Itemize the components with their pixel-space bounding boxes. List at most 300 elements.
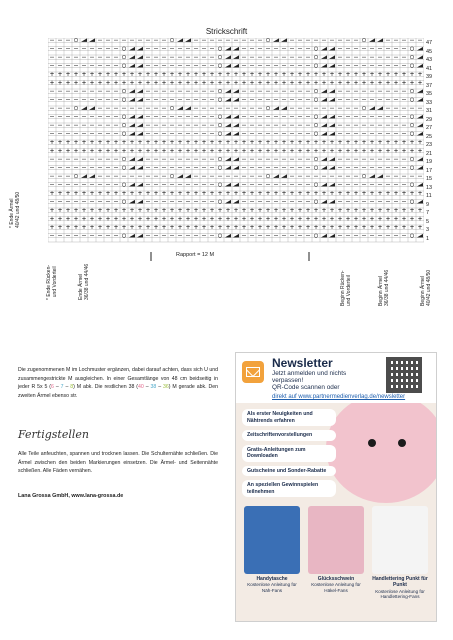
svg-text:+: +	[49, 190, 55, 198]
svg-text:+: +	[369, 207, 375, 215]
svg-text:+: +	[329, 215, 335, 223]
svg-text:+: +	[305, 215, 311, 223]
svg-text:+: +	[241, 147, 247, 155]
svg-text:+: +	[257, 147, 263, 155]
svg-text:+: +	[409, 139, 415, 147]
svg-text:+: +	[49, 215, 55, 223]
svg-text:+: +	[97, 147, 103, 155]
benefit-list	[242, 409, 336, 501]
svg-text:+: +	[297, 215, 303, 223]
svg-text:+: +	[361, 207, 367, 215]
svg-text:+: +	[153, 215, 159, 223]
svg-text:+: +	[177, 190, 183, 198]
svg-text:+: +	[233, 147, 239, 155]
svg-text:+: +	[241, 71, 247, 79]
svg-text:+: +	[417, 147, 423, 155]
svg-text:+: +	[345, 224, 351, 232]
row-number: 21	[426, 150, 433, 157]
card-sub: Kostenlose Anleitung für Näh-Fans	[247, 582, 297, 593]
svg-text:+: +	[137, 147, 143, 155]
svg-text:+: +	[385, 79, 391, 87]
card-handlettering[interactable]	[372, 506, 428, 600]
svg-text:+: +	[153, 71, 159, 79]
svg-text:+: +	[249, 79, 255, 87]
svg-text:+: +	[401, 71, 407, 79]
rapport-label: Rapport = 12 M	[176, 252, 215, 258]
svg-text:+: +	[105, 71, 111, 79]
svg-text:+: +	[297, 147, 303, 155]
svg-text:+: +	[225, 71, 231, 79]
card-title: Glücksschwein	[317, 576, 355, 582]
svg-text:+: +	[241, 207, 247, 215]
svg-text:+: +	[81, 215, 87, 223]
svg-text:+: +	[113, 79, 119, 87]
svg-text:+: +	[185, 224, 191, 232]
chart-title: Strickschrift	[205, 27, 248, 36]
svg-text:+: +	[185, 147, 191, 155]
svg-text:+: +	[313, 147, 319, 155]
card-title: Handytasche	[256, 576, 288, 582]
svg-text:+: +	[353, 147, 359, 155]
svg-text:+: +	[105, 139, 111, 147]
svg-text:+: +	[305, 71, 311, 79]
ad-line: direkt auf	[272, 394, 297, 400]
svg-text:+: +	[193, 139, 199, 147]
newsletter-url[interactable]: www.partnermedienverlag.de/newsletter	[298, 394, 406, 400]
svg-text:+: +	[225, 207, 231, 215]
svg-text:+: +	[305, 79, 311, 87]
svg-text:+: +	[273, 224, 279, 232]
svg-text:+: +	[97, 207, 103, 215]
svg-text:+: +	[177, 71, 183, 79]
qr-code-icon[interactable]	[386, 357, 422, 393]
row-number: 7	[426, 210, 430, 216]
svg-text:+: +	[153, 190, 159, 198]
svg-text:+: +	[337, 190, 343, 198]
svg-text:+: +	[377, 147, 383, 155]
svg-text:+: +	[385, 207, 391, 215]
label-begin-sleeve-36-44: Beginn Ärmel 36/38 und 44/46	[378, 269, 390, 306]
svg-text:+: +	[113, 71, 119, 79]
svg-text:+: +	[161, 79, 167, 87]
svg-text:+: +	[361, 71, 367, 79]
svg-text:+: +	[49, 79, 55, 87]
svg-text:+: +	[169, 207, 175, 215]
ad-line: QR-Code scannen oder	[272, 384, 340, 391]
row-number: 19	[426, 159, 433, 165]
svg-text:+: +	[265, 224, 271, 232]
row-number: 37	[426, 82, 433, 89]
size-value: 40	[138, 384, 144, 390]
svg-text:+: +	[73, 79, 79, 87]
svg-text:+: +	[145, 207, 151, 215]
newsletter-link[interactable]	[272, 394, 405, 400]
svg-text:+: +	[121, 224, 127, 232]
svg-text:+: +	[153, 79, 159, 87]
size-value: 6	[51, 384, 54, 390]
svg-text:+: +	[249, 224, 255, 232]
svg-text:+: +	[305, 147, 311, 155]
card-sub: Kostenlose Anleitung für Handlettering-Fans	[375, 588, 425, 600]
svg-text:+: +	[241, 224, 247, 232]
svg-text:+: +	[401, 215, 407, 223]
svg-text:+: +	[297, 224, 303, 232]
svg-text:+: +	[137, 139, 143, 147]
svg-text:+: +	[225, 215, 231, 223]
svg-text:+: +	[321, 71, 327, 79]
svg-text:+: +	[369, 139, 375, 147]
svg-text:+: +	[273, 215, 279, 223]
svg-text:+: +	[105, 147, 111, 155]
svg-text:+: +	[249, 139, 255, 147]
svg-text:+: +	[169, 147, 175, 155]
svg-text:+: +	[121, 71, 127, 79]
svg-text:+: +	[265, 79, 271, 87]
svg-text:+: +	[265, 190, 271, 198]
svg-text:+: +	[81, 224, 87, 232]
svg-text:+: +	[65, 71, 71, 79]
svg-text:+: +	[233, 71, 239, 79]
benefit-item: Gratis-Anleitungen zum Downloaden	[242, 445, 336, 462]
svg-text:+: +	[161, 190, 167, 198]
svg-text:+: +	[337, 224, 343, 232]
svg-text:+: +	[257, 224, 263, 232]
svg-text:+: +	[129, 139, 135, 147]
size-value: 36	[163, 384, 169, 390]
svg-text:+: +	[177, 79, 183, 87]
svg-text:+: +	[137, 207, 143, 215]
svg-text:+: +	[377, 207, 383, 215]
svg-text:+: +	[273, 71, 279, 79]
svg-text:+: +	[393, 190, 399, 198]
row-number: 27	[426, 125, 433, 131]
svg-text:+: +	[185, 215, 191, 223]
svg-text:+: +	[73, 215, 79, 223]
svg-text:+: +	[217, 79, 223, 87]
svg-text:+: +	[49, 224, 55, 232]
newsletter-ad[interactable]	[235, 352, 437, 622]
svg-text:+: +	[353, 71, 359, 79]
svg-text:+: +	[201, 215, 207, 223]
svg-text:+: +	[113, 207, 119, 215]
svg-text:+: +	[337, 79, 343, 87]
svg-text:+: +	[169, 79, 175, 87]
row-number: 5	[426, 218, 430, 225]
svg-text:+: +	[161, 215, 167, 223]
svg-text:+: +	[313, 224, 319, 232]
svg-text:+: +	[201, 207, 207, 215]
svg-text:+: +	[97, 139, 103, 147]
row-number: 13	[426, 184, 433, 191]
handlettering-image	[372, 506, 428, 574]
svg-text:+: +	[329, 190, 335, 198]
label-begin-body: Beginn Rücken- und Vorderteil	[340, 270, 352, 306]
svg-text:+: +	[409, 224, 415, 232]
svg-text:+: +	[209, 190, 215, 198]
svg-text:+: +	[57, 139, 63, 147]
svg-text:+: +	[305, 207, 311, 215]
svg-text:+: +	[65, 207, 71, 215]
svg-text:+: +	[329, 71, 335, 79]
svg-text:+: +	[265, 139, 271, 147]
svg-text:+: +	[273, 207, 279, 215]
svg-text:+: +	[193, 190, 199, 198]
svg-text:+: +	[137, 215, 143, 223]
svg-text:+: +	[369, 147, 375, 155]
svg-text:+: +	[401, 224, 407, 232]
svg-text:+: +	[273, 139, 279, 147]
svg-text:+: +	[201, 71, 207, 79]
svg-text:+: +	[169, 224, 175, 232]
svg-text:+: +	[385, 139, 391, 147]
svg-text:+: +	[257, 71, 263, 79]
svg-text:+: +	[145, 215, 151, 223]
svg-text:+: +	[233, 79, 239, 87]
svg-text:+: +	[353, 79, 359, 87]
svg-text:+: +	[393, 215, 399, 223]
svg-text:+: +	[369, 224, 375, 232]
row-number: 1	[426, 235, 430, 242]
svg-text:+: +	[345, 71, 351, 79]
svg-text:+: +	[273, 190, 279, 198]
svg-text:+: +	[417, 190, 423, 198]
svg-text:+: +	[305, 190, 311, 198]
svg-text:+: +	[377, 215, 383, 223]
svg-text:+: +	[201, 79, 207, 87]
svg-text:+: +	[193, 147, 199, 155]
svg-text:+: +	[73, 207, 79, 215]
row-number: 33	[426, 99, 433, 106]
svg-text:+: +	[297, 207, 303, 215]
svg-text:+: +	[145, 190, 151, 198]
ad-line: verpassen!	[272, 377, 304, 384]
card-title: Handlettering Punkt für Punkt	[372, 576, 428, 589]
svg-text:+: +	[217, 190, 223, 198]
svg-text:+: +	[177, 224, 183, 232]
row-number: 47	[426, 40, 433, 46]
svg-text:+: +	[345, 215, 351, 223]
svg-text:+: +	[249, 147, 255, 155]
svg-text:+: +	[217, 147, 223, 155]
svg-text:+: +	[185, 139, 191, 147]
svg-text:+: +	[233, 215, 239, 223]
svg-text:+: +	[329, 224, 335, 232]
svg-text:+: +	[345, 190, 351, 198]
rapport-markers	[150, 252, 310, 262]
benefit-item: Gutscheine und Sonder-Rabatte	[242, 466, 336, 477]
svg-text:+: +	[193, 215, 199, 223]
card-lucky-pig[interactable]	[308, 506, 364, 596]
svg-text:+: +	[81, 190, 87, 198]
benefit-item: Als erster Neuigkeiten und Nähtrends erfahren	[242, 409, 336, 426]
svg-text:+: +	[137, 71, 143, 79]
svg-text:+: +	[313, 79, 319, 87]
svg-text:+: +	[377, 139, 383, 147]
svg-text:+: +	[121, 215, 127, 223]
svg-text:+: +	[257, 79, 263, 87]
label-begin-sleeve-40-48: Beginn Ärmel 40/42 und 48/50	[420, 269, 432, 306]
label-end-sleeve-36-44: Ende Ärmel 36/38 und 44/46	[78, 263, 90, 300]
svg-text:+: +	[113, 190, 119, 198]
svg-text:+: +	[81, 147, 87, 155]
svg-text:+: +	[313, 71, 319, 79]
svg-text:+: +	[161, 224, 167, 232]
row-number: 9	[426, 201, 430, 208]
svg-text:+: +	[129, 79, 135, 87]
svg-text:+: +	[89, 147, 95, 155]
svg-text:+: +	[321, 79, 327, 87]
svg-text:+: +	[73, 147, 79, 155]
svg-text:+: +	[385, 190, 391, 198]
svg-text:+: +	[145, 79, 151, 87]
svg-text:+: +	[145, 71, 151, 79]
svg-text:+: +	[177, 215, 183, 223]
svg-text:+: +	[81, 71, 87, 79]
svg-text:+: +	[273, 147, 279, 155]
svg-text:+: +	[289, 207, 295, 215]
svg-text:+: +	[177, 207, 183, 215]
svg-text:+: +	[209, 207, 215, 215]
card-phone-case[interactable]	[244, 506, 300, 596]
svg-text:+: +	[329, 139, 335, 147]
svg-text:+: +	[225, 190, 231, 198]
svg-text:+: +	[153, 224, 159, 232]
size-value: 7	[60, 384, 64, 390]
svg-text:+: +	[121, 190, 127, 198]
svg-text:+: +	[289, 139, 295, 147]
svg-text:+: +	[233, 224, 239, 232]
svg-text:+: +	[297, 139, 303, 147]
svg-text:+: +	[209, 139, 215, 147]
svg-text:+: +	[225, 79, 231, 87]
svg-text:+: +	[161, 71, 167, 79]
svg-text:+: +	[73, 139, 79, 147]
svg-text:+: +	[49, 139, 55, 147]
svg-text:+: +	[377, 79, 383, 87]
svg-text:+: +	[393, 79, 399, 87]
svg-text:+: +	[281, 147, 287, 155]
phone-case-image	[244, 506, 300, 574]
row-number: 29	[426, 116, 433, 123]
svg-text:+: +	[313, 139, 319, 147]
svg-text:+: +	[361, 190, 367, 198]
svg-text:+: +	[177, 147, 183, 155]
benefit-item: An speziellen Gewinnspielen teilnehmen	[242, 480, 336, 497]
svg-text:+: +	[65, 224, 71, 232]
svg-text:+: +	[89, 224, 95, 232]
svg-text:+: +	[417, 215, 423, 223]
label-end-body: * Ende Rücken- und Vorderteil	[46, 264, 58, 300]
knitting-chart	[48, 38, 424, 244]
label-end-sleeve-40-48: * Ende Ärmel 40/42 und 48/50	[9, 191, 21, 228]
svg-text:+: +	[97, 71, 103, 79]
svg-text:+: +	[313, 190, 319, 198]
svg-text:+: +	[393, 207, 399, 215]
svg-text:+: +	[201, 147, 207, 155]
svg-text:+: +	[121, 139, 127, 147]
svg-text:+: +	[337, 139, 343, 147]
svg-text:+: +	[281, 139, 287, 147]
svg-text:+: +	[81, 79, 87, 87]
svg-text:+: +	[329, 79, 335, 87]
instructions-text: Die zugenommenen M im Lochmuster ergänzen, dabei darauf achten, dass sich U und zusammengestrickte M ausgleichen. In einer Gesamtlänge von 48 cm beidseitig in jeder R 5x 5 (6 – 7 – 8) M abk. Die restlichen 38 (40 – 38 – 36) M gerade abk. Den zweiten Ärmel ebenso str.	[18, 367, 218, 399]
svg-text:+: +	[57, 224, 63, 232]
svg-text:+: +	[377, 224, 383, 232]
svg-text:+: +	[417, 79, 423, 87]
svg-text:+: +	[121, 207, 127, 215]
svg-text:+: +	[225, 139, 231, 147]
size-value: 8	[70, 384, 74, 390]
svg-text:+: +	[137, 190, 143, 198]
row-number: 41	[426, 65, 433, 72]
svg-text:+: +	[305, 139, 311, 147]
svg-text:+: +	[289, 71, 295, 79]
svg-text:+: +	[209, 215, 215, 223]
svg-text:+: +	[249, 207, 255, 215]
svg-text:+: +	[201, 224, 207, 232]
ad-title: Newsletter	[272, 356, 333, 370]
svg-text:+: +	[177, 139, 183, 147]
svg-text:+: +	[129, 71, 135, 79]
row-number: 35	[426, 91, 433, 97]
svg-text:+: +	[281, 79, 287, 87]
svg-text:+: +	[169, 190, 175, 198]
svg-text:+: +	[217, 215, 223, 223]
svg-text:+: +	[385, 215, 391, 223]
svg-text:+: +	[209, 79, 215, 87]
svg-text:+: +	[121, 79, 127, 87]
svg-text:+: +	[249, 190, 255, 198]
svg-text:+: +	[161, 139, 167, 147]
svg-text:+: +	[393, 224, 399, 232]
svg-text:+: +	[321, 207, 327, 215]
svg-text:+: +	[105, 79, 111, 87]
svg-text:+: +	[233, 190, 239, 198]
svg-text:+: +	[57, 147, 63, 155]
finishing-text: Alle Teile anfeuchten, spannen und trocknen lassen. Die Schulternähte schließen. Die Ärmel zwischen den beiden Markierungen einsetzen. Die Ärmel- und Seitennähte schließen. Alle Fäden vernähen.	[18, 451, 218, 474]
svg-text:+: +	[345, 79, 351, 87]
svg-text:+: +	[385, 71, 391, 79]
svg-text:+: +	[321, 147, 327, 155]
svg-text:+: +	[81, 139, 87, 147]
svg-text:+: +	[137, 224, 143, 232]
svg-text:+: +	[65, 147, 71, 155]
svg-text:+: +	[65, 79, 71, 87]
svg-text:+: +	[265, 215, 271, 223]
svg-text:+: +	[289, 147, 295, 155]
svg-text:+: +	[417, 139, 423, 147]
svg-text:+: +	[353, 207, 359, 215]
svg-text:+: +	[57, 190, 63, 198]
svg-text:+: +	[217, 207, 223, 215]
svg-text:+: +	[313, 207, 319, 215]
svg-text:+: +	[417, 224, 423, 232]
svg-text:+: +	[169, 215, 175, 223]
svg-text:+: +	[49, 71, 55, 79]
svg-text:+: +	[201, 190, 207, 198]
svg-text:+: +	[265, 71, 271, 79]
svg-text:+: +	[281, 190, 287, 198]
svg-text:+: +	[89, 207, 95, 215]
svg-text:+: +	[161, 147, 167, 155]
svg-text:+: +	[153, 139, 159, 147]
svg-text:+: +	[137, 79, 143, 87]
svg-text:+: +	[89, 71, 95, 79]
svg-text:+: +	[105, 224, 111, 232]
svg-text:+: +	[193, 207, 199, 215]
svg-text:+: +	[113, 139, 119, 147]
svg-text:+: +	[361, 79, 367, 87]
